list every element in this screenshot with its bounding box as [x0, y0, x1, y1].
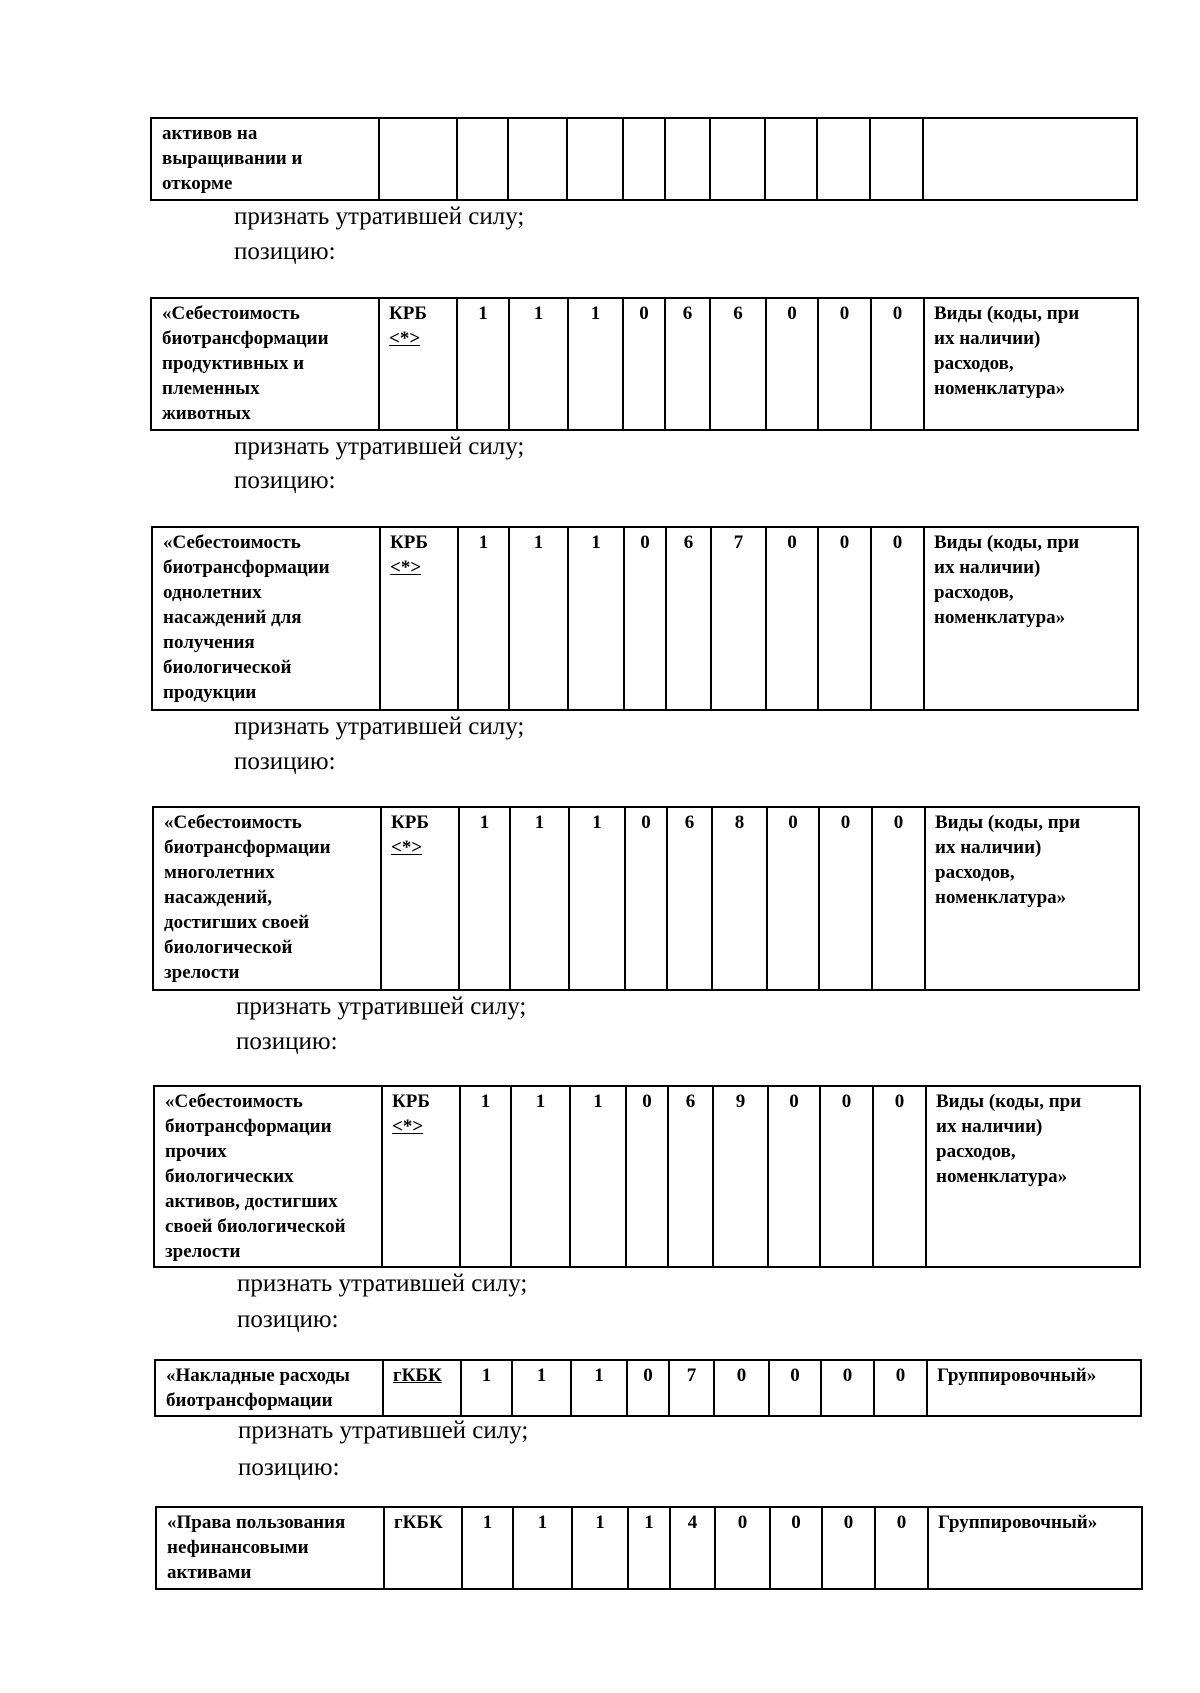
digit-cell: 7	[669, 1360, 714, 1416]
digit-cell: 0	[766, 527, 818, 710]
digit-cell: 1	[457, 298, 509, 430]
digit-cell: 0	[770, 1507, 822, 1589]
digit-cell: 0	[766, 298, 818, 430]
description-cell: Виды (коды, при их наличии) расходов, номенклатура»	[924, 298, 1138, 430]
code-cell	[383, 1360, 461, 1416]
digit-cell: 1	[510, 807, 569, 990]
account-name-cell: «Накладные расходы биотрансформации	[155, 1360, 383, 1416]
digit-cell: 6	[668, 1086, 713, 1267]
position-text: позицию:	[237, 1306, 339, 1333]
digit-cell: 0	[625, 807, 667, 990]
description-cell: Виды (коды, при их наличии) расходов, номенклатура»	[926, 1086, 1140, 1267]
digit-cell: 0	[875, 1507, 928, 1589]
description-cell: Виды (коды, при их наличии) расходов, номенклатура»	[924, 527, 1138, 710]
digit-cell	[710, 118, 765, 200]
account-name-cell: «Права пользования нефинансовыми активами	[156, 1507, 384, 1589]
digit-cell: 1	[458, 527, 509, 710]
digit-cell: 0	[818, 298, 871, 430]
digit-cell: 0	[714, 1360, 769, 1416]
description-cell: Группировочный»	[928, 1507, 1142, 1589]
table-row-3	[152, 806, 1140, 991]
description-cell	[923, 118, 1137, 200]
code-label: гКБК	[393, 1365, 442, 1386]
invalidate-text: признать утратившей силу;	[234, 203, 525, 230]
digit-cell: 1	[569, 807, 625, 990]
digit-cell	[817, 118, 870, 200]
table-row-1	[150, 297, 1139, 431]
code-cell	[380, 527, 458, 710]
digit-cell: 1	[512, 1360, 571, 1416]
table-row-6	[155, 1506, 1143, 1590]
digit-cell: 0	[874, 1360, 927, 1416]
digit-cell: 0	[623, 298, 665, 430]
digit-cell: 1	[511, 1086, 570, 1267]
account-name-cell: «Себестоимость биотрансформации однолетних насаждений для получения биологической продукции	[152, 527, 380, 710]
digit-cell: 0	[627, 1360, 669, 1416]
digit-cell: 8	[712, 807, 767, 990]
position-text: позицию:	[234, 467, 336, 494]
digit-cell: 1	[568, 527, 624, 710]
digit-cell: 6	[666, 527, 711, 710]
digit-cell: 0	[768, 1086, 820, 1267]
account-name-cell: «Себестоимость биотрансформации продуктивных и племенных животных	[151, 298, 379, 430]
account-name-cell: «Себестоимость биотрансформации прочих биологических активов, достигших своей биологической зрелости	[154, 1086, 382, 1267]
digit-cell: 1	[568, 298, 623, 430]
code-label: КРБ <*>	[389, 303, 427, 349]
position-text: позицию:	[234, 748, 336, 775]
digit-cell: 4	[670, 1507, 715, 1589]
invalidate-text: признать утратившей силу;	[236, 993, 527, 1020]
digit-cell: 6	[710, 298, 766, 430]
position-text: позицию:	[238, 1454, 340, 1481]
position-text: позицию:	[234, 238, 336, 265]
digit-cell: 1	[459, 807, 510, 990]
invalidate-text: признать утратившей силу;	[234, 433, 525, 460]
invalidate-text: признать утратившей силу;	[238, 1417, 529, 1444]
digit-cell: 1	[570, 1086, 626, 1267]
digit-cell: 0	[872, 807, 925, 990]
account-name-cell: активов на выращивании и откорме	[151, 118, 379, 200]
code-cell	[382, 1086, 460, 1267]
digit-cell: 0	[819, 807, 872, 990]
digit-cell: 0	[822, 1507, 875, 1589]
digit-cell	[870, 118, 923, 200]
code-label: КРБ <*>	[391, 812, 429, 858]
description-cell: Виды (коды, при их наличии) расходов, номенклатура»	[925, 807, 1139, 990]
digit-cell: 0	[715, 1507, 770, 1589]
digit-cell	[623, 118, 665, 200]
code-cell	[381, 807, 459, 990]
digit-cell: 7	[711, 527, 766, 710]
code-label: гКБК	[394, 1512, 443, 1533]
digit-cell: 6	[667, 807, 712, 990]
digit-cell: 0	[626, 1086, 668, 1267]
table-row-2	[151, 526, 1139, 711]
digit-cell: 0	[767, 807, 819, 990]
digit-cell: 1	[509, 527, 568, 710]
invalidate-text: признать утратившей силу;	[237, 1270, 528, 1297]
digit-cell: 1	[460, 1086, 511, 1267]
digit-cell	[457, 118, 508, 200]
digit-cell: 1	[513, 1507, 572, 1589]
digit-cell: 1	[571, 1360, 627, 1416]
code-cell	[379, 298, 457, 430]
digit-cell: 0	[820, 1086, 873, 1267]
digit-cell: 9	[713, 1086, 768, 1267]
digit-cell: 1	[461, 1360, 512, 1416]
digit-cell: 1	[628, 1507, 670, 1589]
description-cell: Группировочный»	[927, 1360, 1141, 1416]
code-cell	[384, 1507, 462, 1589]
account-name-cell: «Себестоимость биотрансформации многолетних насаждений, достигших своей биологической зрелости	[153, 807, 381, 990]
digit-cell: 1	[509, 298, 568, 430]
digit-cell	[765, 118, 817, 200]
digit-cell	[508, 118, 567, 200]
digit-cell: 0	[871, 298, 924, 430]
digit-cell: 1	[572, 1507, 628, 1589]
table-row-0	[150, 117, 1138, 201]
digit-cell: 0	[769, 1360, 821, 1416]
invalidate-text: признать утратившей силу;	[234, 713, 525, 740]
table-row-4	[153, 1085, 1141, 1268]
digit-cell: 0	[624, 527, 666, 710]
digit-cell: 6	[665, 298, 710, 430]
code-label: КРБ <*>	[390, 532, 428, 578]
position-text: позицию:	[236, 1028, 338, 1055]
digit-cell	[567, 118, 623, 200]
digit-cell: 0	[821, 1360, 874, 1416]
code-cell	[379, 118, 457, 200]
digit-cell: 0	[871, 527, 924, 710]
table-row-5	[154, 1359, 1142, 1417]
digit-cell: 0	[818, 527, 871, 710]
code-label: КРБ <*>	[392, 1091, 430, 1137]
digit-cell: 1	[462, 1507, 513, 1589]
digit-cell	[665, 118, 710, 200]
digit-cell: 0	[873, 1086, 926, 1267]
